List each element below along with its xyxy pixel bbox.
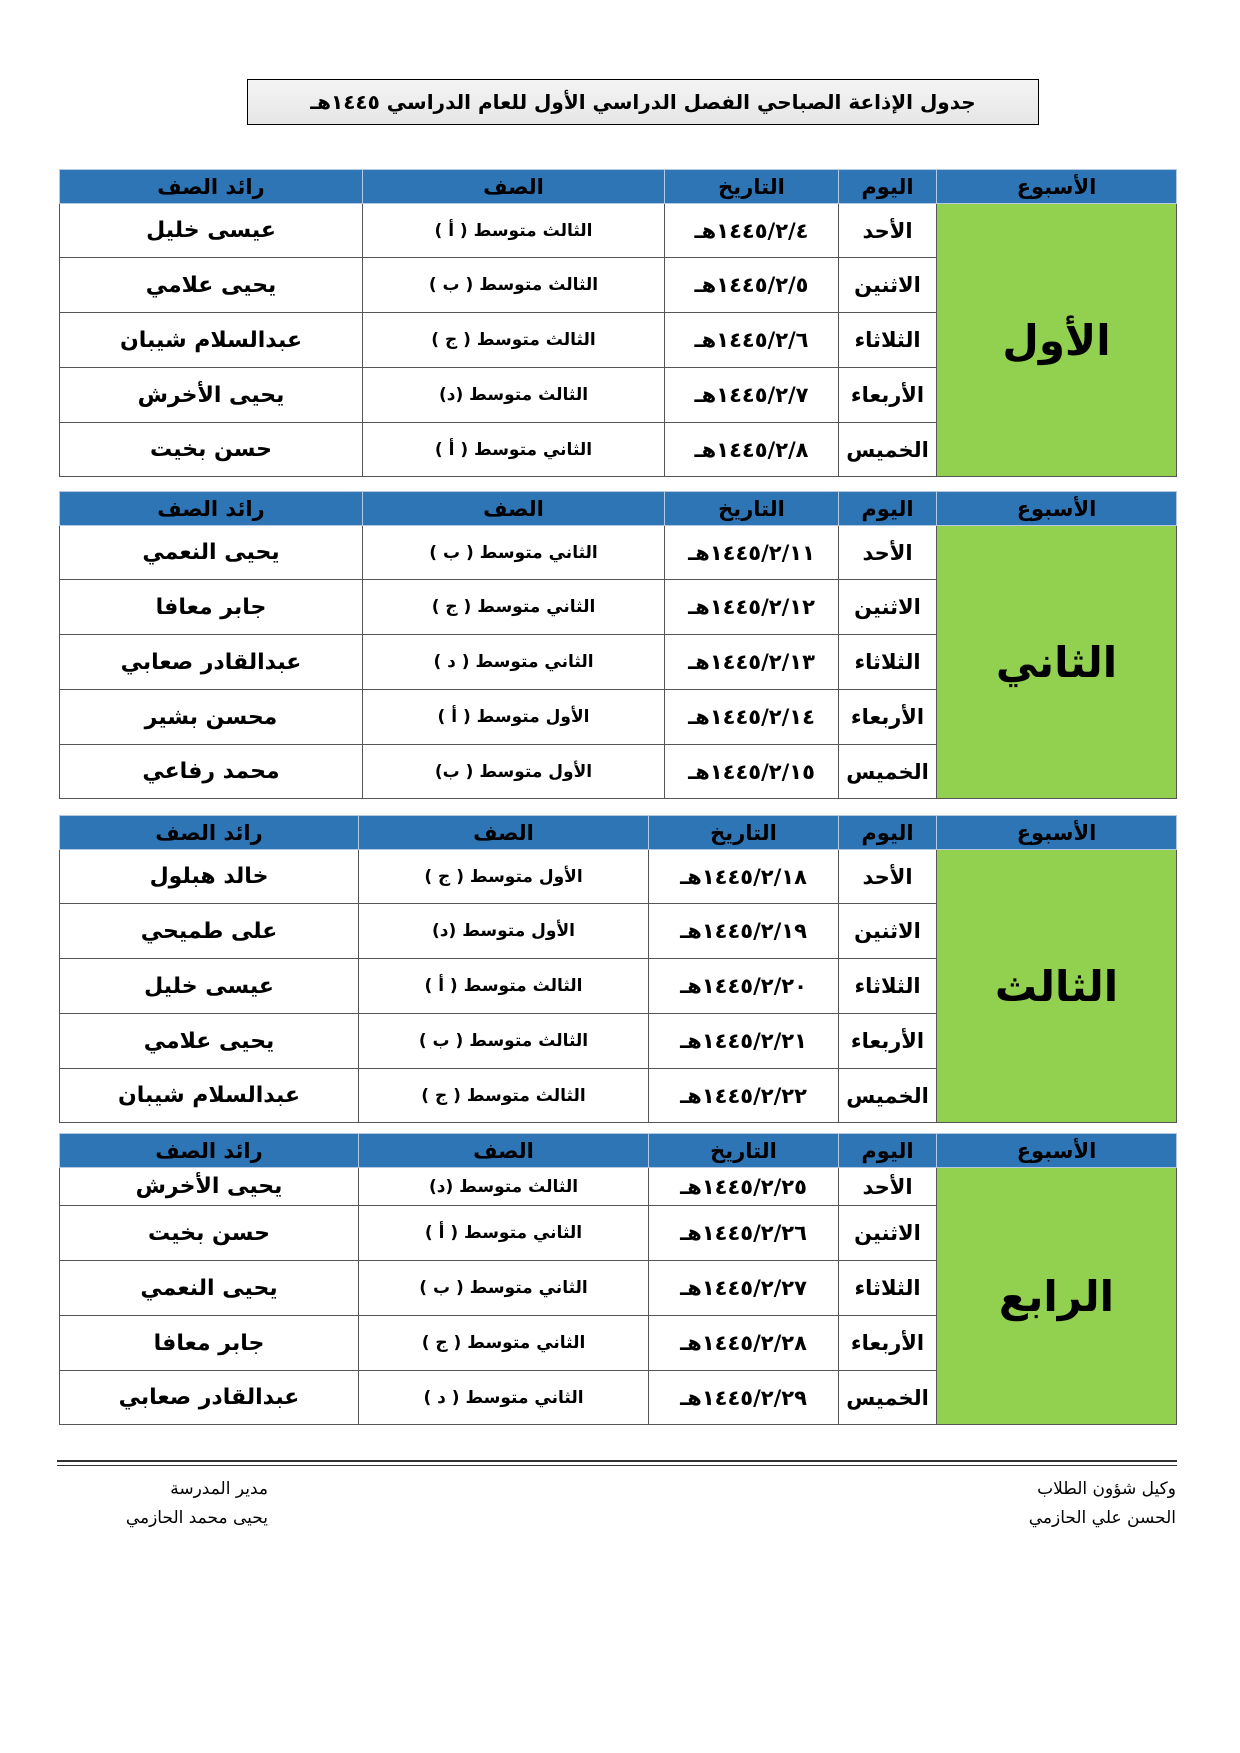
date-cell: ١٤٤٥/٢/٢٥هـ — [649, 1168, 839, 1206]
footer-divider — [57, 1460, 1177, 1462]
week-table — [59, 815, 1177, 1123]
header-week: الأسبوع — [937, 816, 1177, 850]
day-cell: الاثنين — [839, 258, 937, 313]
table-row — [60, 526, 1177, 580]
leader-cell: على طميحي — [60, 904, 359, 959]
header-date: التاريخ — [649, 1134, 839, 1168]
header-week: الأسبوع — [937, 492, 1177, 526]
header-leader: رائد الصف — [60, 170, 363, 204]
header-class: الصف — [359, 816, 649, 850]
header-day: اليوم — [839, 816, 937, 850]
header-day: اليوم — [839, 492, 937, 526]
date-cell: ١٤٤٥/٢/١٤هـ — [665, 690, 839, 745]
date-cell: ١٤٤٥/٢/١٥هـ — [665, 745, 839, 799]
day-cell: الخميس — [839, 1371, 937, 1425]
leader-cell: جابر معافا — [60, 580, 363, 635]
date-cell: ١٤٤٥/٢/٨هـ — [665, 423, 839, 477]
leader-cell: يحيى النعمي — [60, 1261, 359, 1316]
class-cell: الأول متوسط ( أ ) — [363, 690, 665, 745]
leader-cell: عبدالقادر صعابي — [60, 1371, 359, 1425]
week-label: الثالث — [937, 850, 1177, 1123]
header-week: الأسبوع — [937, 1134, 1177, 1168]
header-row — [60, 816, 1177, 850]
date-cell: ١٤٤٥/٢/١٩هـ — [649, 904, 839, 959]
day-cell: الأحد — [839, 850, 937, 904]
header-row — [60, 492, 1177, 526]
signature-title: مدير المدرسة — [170, 1479, 268, 1499]
class-cell: الثالث متوسط ( ب ) — [363, 258, 665, 313]
day-cell: الخميس — [839, 423, 937, 477]
date-cell: ١٤٤٥/٢/١٣هـ — [665, 635, 839, 690]
class-cell: الأول متوسط (د) — [359, 904, 649, 959]
leader-cell: يحيى علامي — [60, 258, 363, 313]
day-cell: الثلاثاء — [839, 1261, 937, 1316]
signature-name: يحيى محمد الحازمي — [125, 1508, 268, 1528]
class-cell: الثالث متوسط ( ج ) — [359, 1069, 649, 1123]
class-cell: الثالث متوسط (د) — [359, 1168, 649, 1206]
header-class: الصف — [363, 170, 665, 204]
class-cell: الثاني متوسط ( د ) — [359, 1371, 649, 1425]
date-cell: ١٤٤٥/٢/٢٨هـ — [649, 1316, 839, 1371]
date-cell: ١٤٤٥/٢/٢٧هـ — [649, 1261, 839, 1316]
day-cell: الاثنين — [839, 580, 937, 635]
week-table — [59, 491, 1177, 799]
header-day: اليوم — [839, 1134, 937, 1168]
day-cell: الثلاثاء — [839, 959, 937, 1014]
table-row — [60, 204, 1177, 258]
leader-cell: خالد هبلول — [60, 850, 359, 904]
day-cell: الاثنين — [839, 904, 937, 959]
table-row — [60, 1168, 1177, 1206]
week-label: الرابع — [937, 1168, 1177, 1425]
header-leader: رائد الصف — [60, 1134, 359, 1168]
day-cell: الأحد — [839, 526, 937, 580]
day-cell: الأربعاء — [839, 1014, 937, 1069]
header-row — [60, 1134, 1177, 1168]
signature-title: وكيل شؤون الطلاب — [1037, 1479, 1176, 1499]
date-cell: ١٤٤٥/٢/١٢هـ — [665, 580, 839, 635]
class-cell: الثاني متوسط ( ج ) — [363, 580, 665, 635]
day-cell: الأحد — [839, 204, 937, 258]
header-day: اليوم — [839, 170, 937, 204]
day-cell: الاثنين — [839, 1206, 937, 1261]
date-cell: ١٤٤٥/٢/٢١هـ — [649, 1014, 839, 1069]
class-cell: الثالث متوسط (د) — [363, 368, 665, 423]
date-cell: ١٤٤٥/٢/٢٦هـ — [649, 1206, 839, 1261]
leader-cell: محمد رفاعي — [60, 745, 363, 799]
page-title: جدول الإذاعة الصباحي الفصل الدراسي الأول للعام الدراسي ١٤٤٥هـ — [247, 79, 1039, 125]
date-cell: ١٤٤٥/٢/٦هـ — [665, 313, 839, 368]
class-cell: الثاني متوسط ( ب ) — [363, 526, 665, 580]
leader-cell: حسن بخيت — [60, 1206, 359, 1261]
leader-cell: عبدالسلام شيبان — [60, 1069, 359, 1123]
date-cell: ١٤٤٥/٢/٢٢هـ — [649, 1069, 839, 1123]
leader-cell: حسن بخيت — [60, 423, 363, 477]
header-class: الصف — [359, 1134, 649, 1168]
week-table — [59, 1133, 1177, 1425]
leader-cell: عيسى خليل — [60, 204, 363, 258]
date-cell: ١٤٤٥/٢/٢٩هـ — [649, 1371, 839, 1425]
date-cell: ١٤٤٥/٢/١١هـ — [665, 526, 839, 580]
class-cell: الثاني متوسط ( ب ) — [359, 1261, 649, 1316]
class-cell: الثالث متوسط ( أ ) — [363, 204, 665, 258]
day-cell: الخميس — [839, 1069, 937, 1123]
date-cell: ١٤٤٥/٢/٥هـ — [665, 258, 839, 313]
leader-cell: عبدالسلام شيبان — [60, 313, 363, 368]
class-cell: الثاني متوسط ( ج ) — [359, 1316, 649, 1371]
class-cell: الثالث متوسط ( أ ) — [359, 959, 649, 1014]
leader-cell: يحيى النعمي — [60, 526, 363, 580]
leader-cell: يحيى الأخرش — [60, 1168, 359, 1206]
header-row — [60, 170, 1177, 204]
principal-signature — [126, 1475, 268, 1533]
student-affairs-signature — [1029, 1475, 1176, 1533]
week-table — [59, 169, 1177, 477]
day-cell: الثلاثاء — [839, 635, 937, 690]
class-cell: الثالث متوسط ( ب ) — [359, 1014, 649, 1069]
date-cell: ١٤٤٥/٢/١٨هـ — [649, 850, 839, 904]
header-leader: رائد الصف — [60, 492, 363, 526]
header-leader: رائد الصف — [60, 816, 359, 850]
leader-cell: يحيى علامي — [60, 1014, 359, 1069]
week-label: الثاني — [937, 526, 1177, 799]
leader-cell: محسن بشير — [60, 690, 363, 745]
header-date: التاريخ — [665, 170, 839, 204]
class-cell: الثالث متوسط ( ج ) — [363, 313, 665, 368]
leader-cell: عيسى خليل — [60, 959, 359, 1014]
class-cell: الأول متوسط ( ب) — [363, 745, 665, 799]
class-cell: الثاني متوسط ( د ) — [363, 635, 665, 690]
date-cell: ١٤٤٥/٢/٤هـ — [665, 204, 839, 258]
day-cell: الخميس — [839, 745, 937, 799]
leader-cell: جابر معافا — [60, 1316, 359, 1371]
header-date: التاريخ — [649, 816, 839, 850]
day-cell: الأربعاء — [839, 368, 937, 423]
leader-cell: عبدالقادر صعابي — [60, 635, 363, 690]
day-cell: الأربعاء — [839, 1316, 937, 1371]
leader-cell: يحيى الأخرش — [60, 368, 363, 423]
week-label: الأول — [937, 204, 1177, 477]
date-cell: ١٤٤٥/٢/٢٠هـ — [649, 959, 839, 1014]
class-cell: الثاني متوسط ( أ ) — [359, 1206, 649, 1261]
header-class: الصف — [363, 492, 665, 526]
day-cell: الثلاثاء — [839, 313, 937, 368]
header-week: الأسبوع — [937, 170, 1177, 204]
footer-divider-thin — [57, 1465, 1177, 1466]
header-date: التاريخ — [665, 492, 839, 526]
table-row — [60, 850, 1177, 904]
day-cell: الأحد — [839, 1168, 937, 1206]
date-cell: ١٤٤٥/٢/٧هـ — [665, 368, 839, 423]
class-cell: الثاني متوسط ( أ ) — [363, 423, 665, 477]
signature-name: الحسن علي الحازمي — [1028, 1508, 1176, 1528]
class-cell: الأول متوسط ( ج ) — [359, 850, 649, 904]
day-cell: الأربعاء — [839, 690, 937, 745]
